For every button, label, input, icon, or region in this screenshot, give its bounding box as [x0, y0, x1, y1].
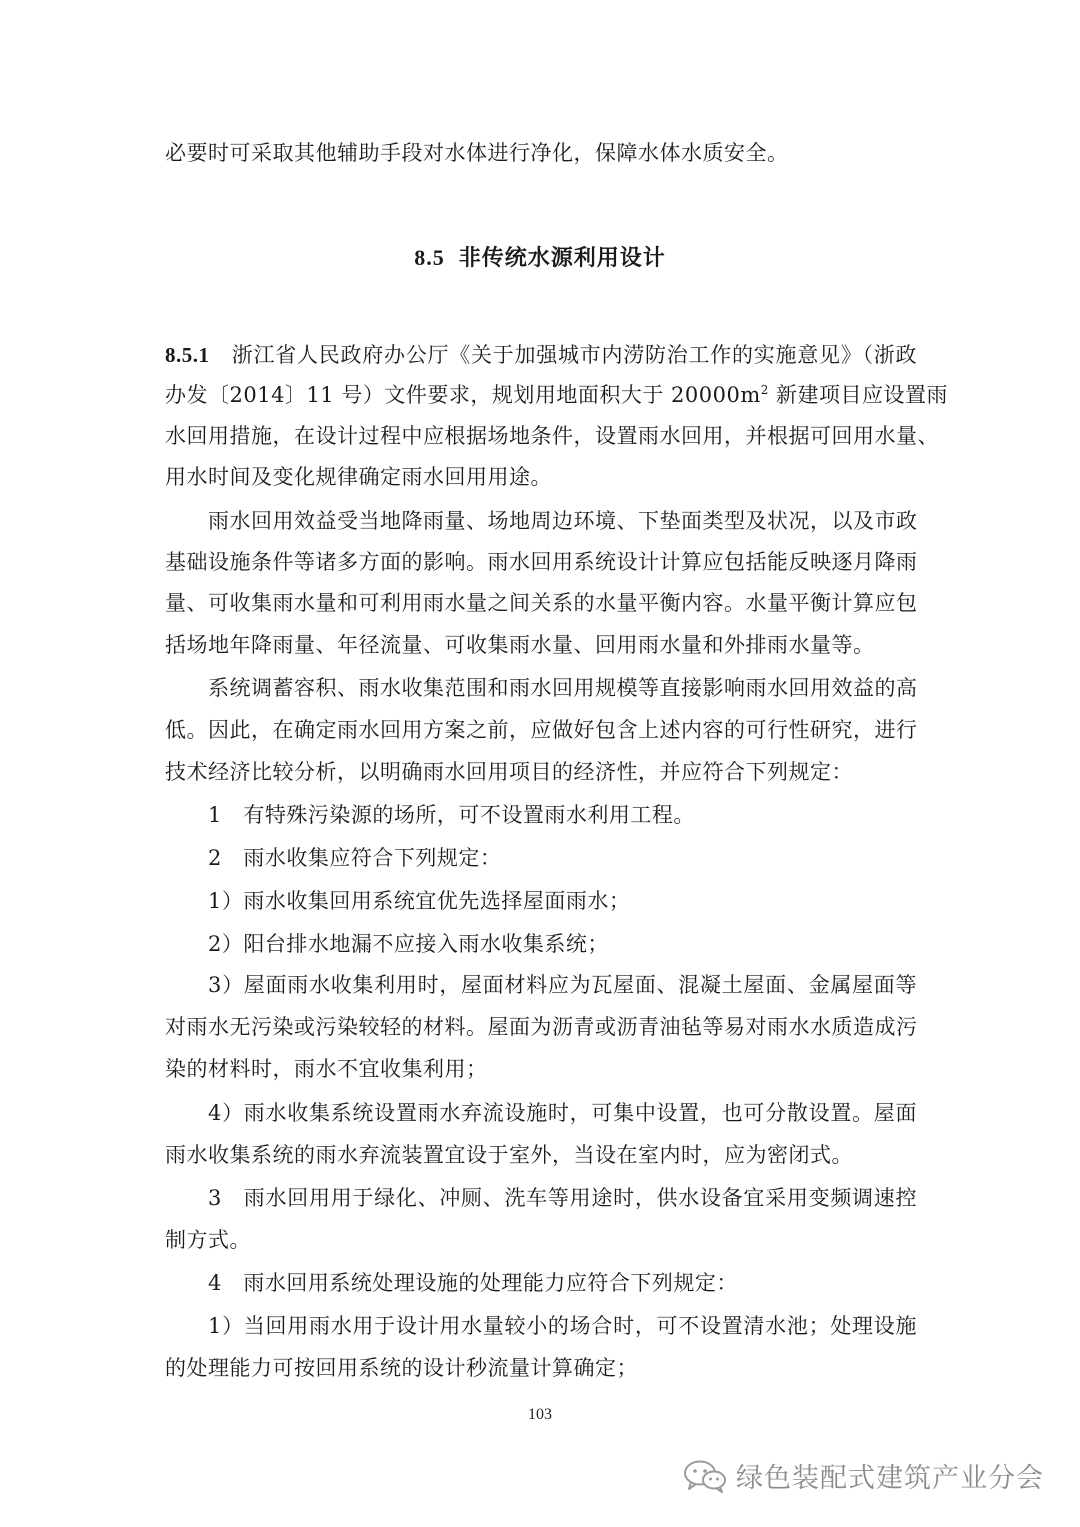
paragraph-line: 的处理能力可按回用系统的设计秒流量计算确定； — [165, 1356, 638, 1380]
wechat-icon — [682, 1459, 728, 1493]
paragraph-line: 用水时间及变化规律确定雨水回用用途。 — [165, 465, 552, 489]
section-title: 非传统水源利用设计 — [458, 246, 666, 271]
watermark-text: 绿色装配式建筑产业分会 — [736, 1463, 1044, 1494]
list-item: 3）屋面雨水收集利用时，屋面材料应为瓦屋面、混凝土屋面、金属屋面等 — [208, 973, 917, 997]
paragraph-line: 低。因此，在确定雨水回用方案之前，应做好包含上述内容的可行性研究，进行 — [165, 718, 918, 742]
paragraph-line: 染的材料时，雨水不宜收集利用； — [165, 1057, 488, 1081]
list-item: 3 雨水回用用于绿化、冲厕、洗车等用途时，供水设备宜采用变频调速控 — [208, 1186, 917, 1210]
paragraph-line: 必要时可采取其他辅助手段对水体进行净化，保障水体水质安全。 — [165, 141, 789, 165]
clause-text: 新建项目应设置雨 — [768, 383, 949, 407]
paragraph-line: 括场地年降雨量、年径流量、可收集雨水量、回用雨水量和外排雨水量等。 — [165, 633, 875, 657]
paragraph-line: 雨水回用效益受当地降雨量、场地周边环境、下垫面类型及状况，以及市政 — [208, 509, 918, 533]
paragraph-line: 雨水收集系统的雨水弃流装置宜设于室外，当设在室内时，应为密闭式。 — [165, 1143, 853, 1167]
clause-text: 办发〔2014〕11 号）文件要求，规划用地面积大于 20000m — [165, 383, 761, 407]
list-item: 2）阳台排水地漏不应接入雨水收集系统； — [208, 932, 609, 956]
superscript: 2 — [760, 383, 769, 397]
clause-number: 8.5.1 — [165, 343, 210, 367]
clause-text: 浙江省人民政府办公厅《关于加强城市内涝防治工作的实施意见》（浙政 — [231, 343, 917, 367]
list-item: 4）雨水收集系统设置雨水弃流设施时，可集中设置，也可分散设置。屋面 — [208, 1101, 917, 1125]
paragraph-line: 基础设施条件等诸多方面的影响。雨水回用系统设计计算应包括能反映逐月降雨 — [165, 550, 918, 574]
paragraph-line: 系统调蓄容积、雨水收集范围和雨水回用规模等直接影响雨水回用效益的高 — [208, 676, 918, 700]
paragraph-line — [165, 380, 949, 410]
paragraph-line: 水回用措施，在设计过程中应根据场地条件，设置雨水回用，并根据可回用水量、 — [165, 424, 939, 448]
list-item: 1）当回用雨水用于设计用水量较小的场合时，可不设置清水池；处理设施 — [208, 1314, 917, 1338]
clause-first-line — [165, 340, 917, 370]
paragraph-line: 制方式。 — [165, 1228, 251, 1252]
section-heading — [0, 243, 1080, 274]
page-number: 103 — [528, 1406, 552, 1423]
list-item: 1 有特殊污染源的场所，可不设置雨水利用工程。 — [208, 803, 695, 827]
paragraph-line: 量、可收集雨水量和可利用雨水量之间关系的水量平衡内容。水量平衡计算应包 — [165, 591, 918, 615]
list-item: 1）雨水收集回用系统宜优先选择屋面雨水； — [208, 889, 631, 913]
watermark — [682, 1456, 1044, 1495]
paragraph-line: 对雨水无污染或污染较轻的材料。屋面为沥青或沥青油毡等易对雨水水质造成污 — [165, 1015, 918, 1039]
list-item: 4 雨水回用系统处理设施的处理能力应符合下列规定： — [208, 1271, 738, 1295]
list-item: 2 雨水收集应符合下列规定： — [208, 846, 502, 870]
paragraph-line: 技术经济比较分析，以明确雨水回用项目的经济性，并应符合下列规定： — [165, 760, 853, 784]
section-number: 8.5 — [414, 245, 445, 270]
